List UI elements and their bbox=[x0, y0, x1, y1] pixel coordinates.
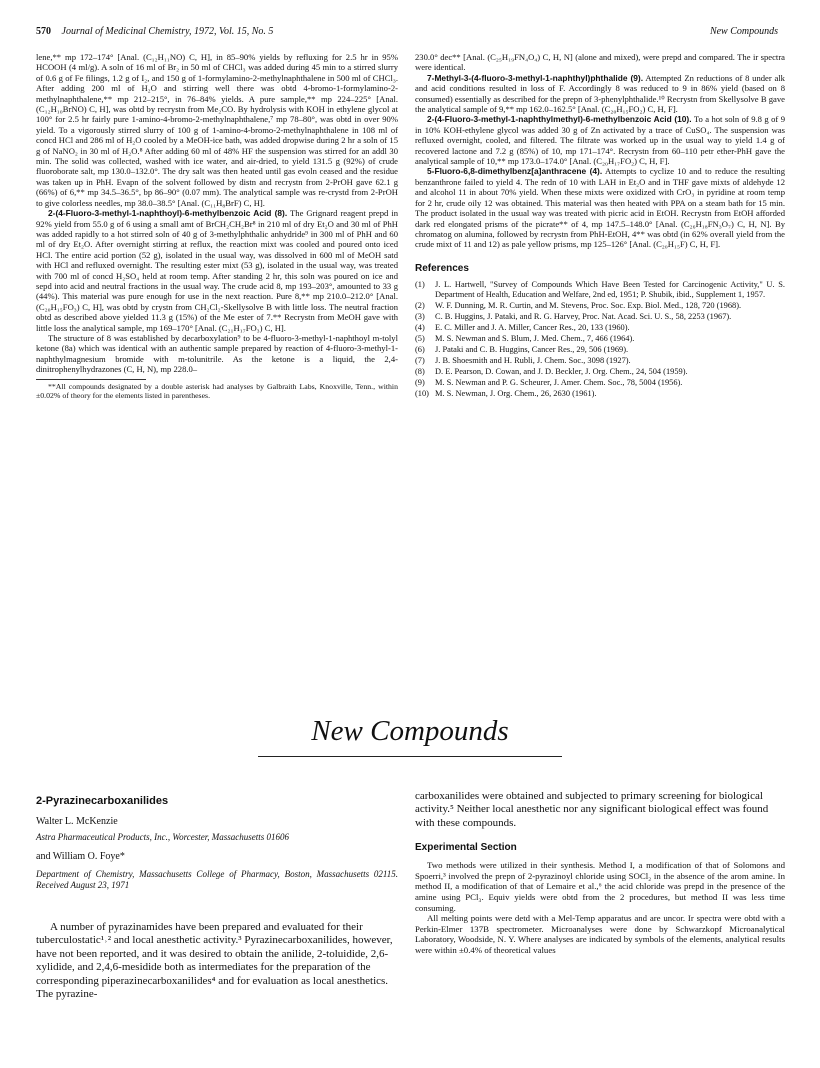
reference-item bbox=[415, 356, 785, 366]
reference-text: D. E. Pearson, D. Cowan, and J. D. Beckler, J. Org. Chem., 24, 504 (1959). bbox=[435, 367, 688, 377]
article-left-column bbox=[36, 795, 398, 1001]
running-header bbox=[36, 26, 778, 37]
reference-text: E. C. Miller and J. A. Miller, Cancer Res., 20, 133 (1960). bbox=[435, 323, 630, 333]
reference-number: (1) bbox=[415, 280, 425, 290]
section-title: New Compounds bbox=[311, 715, 509, 747]
reference-number: (3) bbox=[415, 312, 425, 322]
paragraph-text: Attempts to cyclize 10 and to reduce the resulting benzanthrone failed to yield 4. The redn of 10 with LAH in Et₂O and in THF gave mixts of aldehyde 12 and alcohol 11 in about 70% yield. When these mixts were oxidized with CrO₃ in pyridine at room temp for 2 hr, crude oily 12 was obtained. This material was then heated with PPA on a steam bath for 15 min. The product isolated in the usual way was treated with picric acid in EtOH. Recrystn from EtOH afforded dark red elongated prisms of the picrate** of 4, mp 147.5–148.0° [Anal. (C₂₆H₁₈FN₃O₇) C, H, N]. By chromatog on alumina, followed by recrystn from PhH-EtOH, 4** was obtd (in 62% overall yield from the crude mixt of 11 and 12) as pale yellow prisms, mp 125–126° [Anal. (C₂₀H₁₅F) C, H, F]. bbox=[415, 166, 785, 250]
reference-text: C. B. Huggins, J. Pataki, and R. G. Harvey, Proc. Nat. Acad. Sci. U. S., 58, 2253 (1967). bbox=[435, 312, 732, 322]
reference-number: (10) bbox=[415, 389, 429, 399]
paragraph: lene,** mp 172–174° [Anal. (C₁₂H₁₁NO) C, H], in 85–90% yields by refluxing for 2.5 hr in 95% HCOOH (4 ml/g). A soln of 16 ml of Br₂ in 50 ml of CHCl₃ was added during 45 min to a stirred slurry of 0.6 g of Fe filings, 1.2 g of I₂, and 150 g of 1-formylamino-2-methylnaphthalene in 500 ml of CHCl₃. After adding 200 ml of H₂O and stirring well there was obtd 4-bromo-1-formylamino-2-methylnaphthalene,** mp 212–215°, in 76–84% yields. A pure sample,** mp 224–225° [Anal. (C₁₂H₁₀BrNO) C, H], was obtd by recrystn from Me₂CO. By hydrolysis with KOH in ethylene glycol at 100° for 2.5 hr fairly pure 1-amino-4-bromo-2-methylnaphthalene,⁷ mp 78–80°, was obtd in over 90% yield. To a vigorously stirred slurry of 100 g of 1-amino-4-bromo-2-methylnaphthalene in 108 ml of concd HCl and 286 ml of H₂O cooled by a MeOH-ice bath, was added dropwise during 2 hr a soln of 15 g of NaNO₂ in 30 ml of H₂O.⁸ After adding 60 ml of 48% HF the suspension was stirred for an addl 30 min. The solid was collected, washed with ice water, and air-dried, to yield 131.5 g (92%) of crude fluoroborate salt, mp 130.0–132.0°. The dry salt was then heated until gas evoln ceased and the residue was taken up in PhH. Evapn of the solvent followed by distn and recrystn from 2-PrOH gave 62.1 g (66%) of 6,** mp 34.5–36.5°, bp 86–90° (0.07 mm). The analytical sample was re-crystd from 2-PrOH to give colorless needles, mp 38.0–38.5° [Anal. (C₁₁H₈BrF) C, H]. bbox=[36, 52, 398, 208]
reference-text: M. S. Newman and P. G. Scheurer, J. Amer. Chem. Soc., 78, 5004 (1956). bbox=[435, 378, 683, 388]
header-section: New Compounds bbox=[709, 26, 778, 37]
references-heading: References bbox=[415, 262, 469, 274]
paragraph: Two methods were utilized in their synthesis. Method I, a modification of that of Solomons and Spoerri,³ involved the prepn of 2-pyrazinoyl chloride using SOCl₂ in the absence of the arom amine. In method II, a modification of that of Lemaire et al.,⁶ the acid chloride was prepd in the presence of the amine using PCl₃. Equiv yields were obtd from the 2 procedures, but method II was less time consuming. bbox=[415, 860, 785, 913]
reference-text: J. L. Hartwell, "Survey of Compounds Which Have Been Tested for Carcinogenic Activity," U. S. Department of Health, Education and Welfare, 2nd ed, 1951; P. Shubik, ibid., Supplement 1, 1957. bbox=[435, 280, 785, 300]
top-left-column bbox=[36, 52, 398, 400]
page-number: 570 bbox=[36, 26, 51, 37]
reference-text: J. B. Shoesmith and H. Rubli, J. Chem. Soc., 3098 (1927). bbox=[435, 356, 631, 366]
reference-number: (6) bbox=[415, 345, 425, 355]
reference-item bbox=[415, 323, 785, 333]
reference-number: (2) bbox=[415, 301, 425, 311]
compound-heading: 5-Fluoro-6,8-dimethylbenz[a]anthracene (4). bbox=[427, 166, 603, 177]
reference-number: (7) bbox=[415, 356, 425, 366]
paragraph bbox=[36, 208, 398, 333]
header-left bbox=[36, 26, 273, 37]
reference-item bbox=[415, 312, 785, 322]
introduction bbox=[36, 921, 398, 1001]
reference-list bbox=[415, 280, 785, 399]
reference-text: W. F. Dunning, M. R. Curtin, and M. Stevens, Proc. Soc. Exp. Biol. Med., 128, 720 (1968). bbox=[435, 301, 742, 311]
paragraph-text: Attempted Zn reductions of 8 under alk and acid conditions resulted in loss of F. Accordingly 8 was reduced to 9 in 86% yield (based on 8 consumed) essentially as described for the prepn of 3-phenylphthalide.¹⁰ Recrystn from Skellysolve B gave the analytical sample of 9,** mp 162.0–162.5° [Anal. (C₂₀H₁₅FO₂) C, H, F]. bbox=[415, 72, 785, 115]
compound-heading: 2-(4-Fluoro-3-methyl-1-naphthoyl)-6-methylbenzoic Acid (8). bbox=[48, 208, 288, 219]
article-right-column bbox=[415, 790, 785, 956]
reference-number: (5) bbox=[415, 334, 425, 344]
author-affiliation: Astra Pharmaceutical Products, Inc., Worcester, Massachusetts 01606 bbox=[36, 832, 289, 842]
footnote: **All compounds designated by a double asterisk had analyses by Galbraith Labs, Knoxville, Tenn., within ±0.02% of theory for the elements listed in parentheses. bbox=[36, 381, 398, 400]
reference-text: M. S. Newman and S. Blum, J. Med. Chem., 7, 466 (1964). bbox=[435, 334, 635, 344]
footnote-divider bbox=[36, 379, 146, 380]
reference-item bbox=[415, 389, 785, 399]
paragraph-text: To a hot soln of 9.8 g of 9 in 10% KOH-ethylene glycol was added 30 g of Zn activated by a trace of CuSO₄. The suspension was refluxed overnight, cooled, and filtered. The filtrate was worked up in the usual way to yield 1.4 g of recovered lactone and 7.2 g (85%) of 10, mp 171–174°. Recrystn from 60–110 petr ether-PhH gave the analytical sample of 10,** mp 173.0–174.0° [Anal. (C₂₀H₁₇FO₂) C, H, F]. bbox=[415, 114, 785, 167]
paragraph: 230.0° dec** [Anal. (C₂₅H₁₉FN₄O₄) C, H, N] (alone and mixed), were prepd and compared. The ir spectra were identical. bbox=[415, 52, 785, 73]
section-divider bbox=[258, 756, 562, 757]
reference-number: (8) bbox=[415, 367, 425, 377]
reference-item bbox=[415, 378, 785, 388]
paragraph: All melting points were detd with a Mel-Temp apparatus and are uncor. Ir spectra were obtd with a Perkin-Elmer 137B spectrometer. Microanalyses were done by Schwarzkopf Microanalytical Laboratory, Woodside, N. Y. Where analyses are indicated by symbols of the elements, analytical results were within ±0.4% of theoretical values bbox=[415, 913, 785, 955]
paragraph: carboxanilides were obtained and subjected to primary screening for biological activity.⁵ Neither local anesthetic nor any significant biological effect was found with these compounds. bbox=[415, 790, 769, 829]
top-right-column bbox=[415, 52, 785, 400]
reference-item bbox=[415, 301, 785, 311]
author-name: and William O. Foye* bbox=[36, 851, 125, 862]
reference-text: J. Pataki and C. B. Huggins, Cancer Res., 29, 506 (1969). bbox=[435, 345, 629, 355]
author-affiliation: Department of Chemistry, Massachusetts College of Pharmacy, Boston, Massachusetts 02115. Received August 23, 1971 bbox=[36, 869, 398, 890]
compound-heading: 7-Methyl-3-(4-fluoro-3-methyl-1-naphthyl)phthalide (9). bbox=[427, 72, 644, 83]
reference-item bbox=[415, 345, 785, 355]
compound-heading: 2-(4-Fluoro-3-methyl-1-naphthylmethyl)-6-methylbenzoic Acid (10). bbox=[427, 114, 692, 125]
experimental-heading: Experimental Section bbox=[415, 842, 517, 854]
author-name: Walter L. McKenzie bbox=[36, 816, 118, 827]
paragraph: A number of pyrazinamides have been prepared and evaluated for their tuberculostatic¹˒² and local anesthetic activity.³ Pyrazinecarboxanilides, however, have not been reported, and it was desired to obtain the anilide, 2-toluidide, 2,6-xylidide, and 2,4,6-mesidide both as intermediates for the preparation of the corresponding piperazinecarboxanilides⁴ and for evaluation as local anesthetics. The pyrazine- bbox=[36, 921, 393, 1001]
paragraph-text: The Grignard reagent prepd in 92% yield from 55.0 g of 6 using a small amt of BrCH₂CH₂Br⁸ in 210 ml of dry Et₂O and 30 ml of PhH was added rapidly to a hot stirred soln of 40 g of 3-methylphthalic anhydride⁹ in 300 ml of PhH and 60 ml of dry Et₂O. After overnight stirring at reflux, the reaction mixt was cooled and poured onto iced HCl. The entire acid portion (52 g), isolated in the usual way, was dissolved in 600 ml of MeOH satd with HCl and refluxed overnight. The resulting ester mixt (53 g), isolated in the usual way, was treated with 700 ml of concd H₂SO₄ held at room temp. After standing 2 hr, this soln was poured on ice and sepd into acid and neutral fractions in the usual way. The crude acid 8, mp 193–203°, amounted to 33 g (44%). This material was pure enough for use in the next reaction. Pure 8,** mp 210.0–212.0° [Anal. (C₂₀H₁₅FO₃) C, H], was obtd by crystn from CH₂Cl₂-Skellysolve B with little loss. The neutral fraction obtd as described above yielded 11.3 g (15%) of the Me ester of 7.** Recrystn from MeOH gave with little loss the analytical sample, mp 169–170° [Anal. (C₂₁H₁₇FO₃) C, H]. bbox=[36, 208, 398, 333]
experimental-text bbox=[415, 860, 785, 955]
reference-number: (4) bbox=[415, 323, 425, 333]
reference-item bbox=[415, 334, 785, 344]
journal-citation: Journal of Medicinal Chemistry, 1972, Vol. 15, No. 5 bbox=[61, 26, 274, 37]
paragraph bbox=[415, 114, 785, 166]
reference-number: (9) bbox=[415, 378, 425, 388]
paragraph: The structure of 8 was established by decarboxylation⁹ to be 4-fluoro-3-methyl-1-naphthoyl m-tolyl ketone (8a) which was identical with an authentic sample prepared by reaction of 4-fluoro-3-methyl-1-naphthylmagnesium bromide with m-tolunitrile. As the ketone is a liquid, the 2,4-dinitrophenylhydrazones (C, H, N), mp 228.0– bbox=[36, 332, 398, 375]
reference-item bbox=[415, 280, 785, 300]
paragraph bbox=[415, 73, 785, 115]
article-title: 2-Pyrazinecarboxanilides bbox=[36, 795, 169, 807]
reference-item bbox=[415, 367, 785, 377]
reference-text: M. S. Newman, J. Org. Chem., 26, 2630 (1961). bbox=[435, 389, 597, 399]
paragraph bbox=[415, 166, 785, 249]
